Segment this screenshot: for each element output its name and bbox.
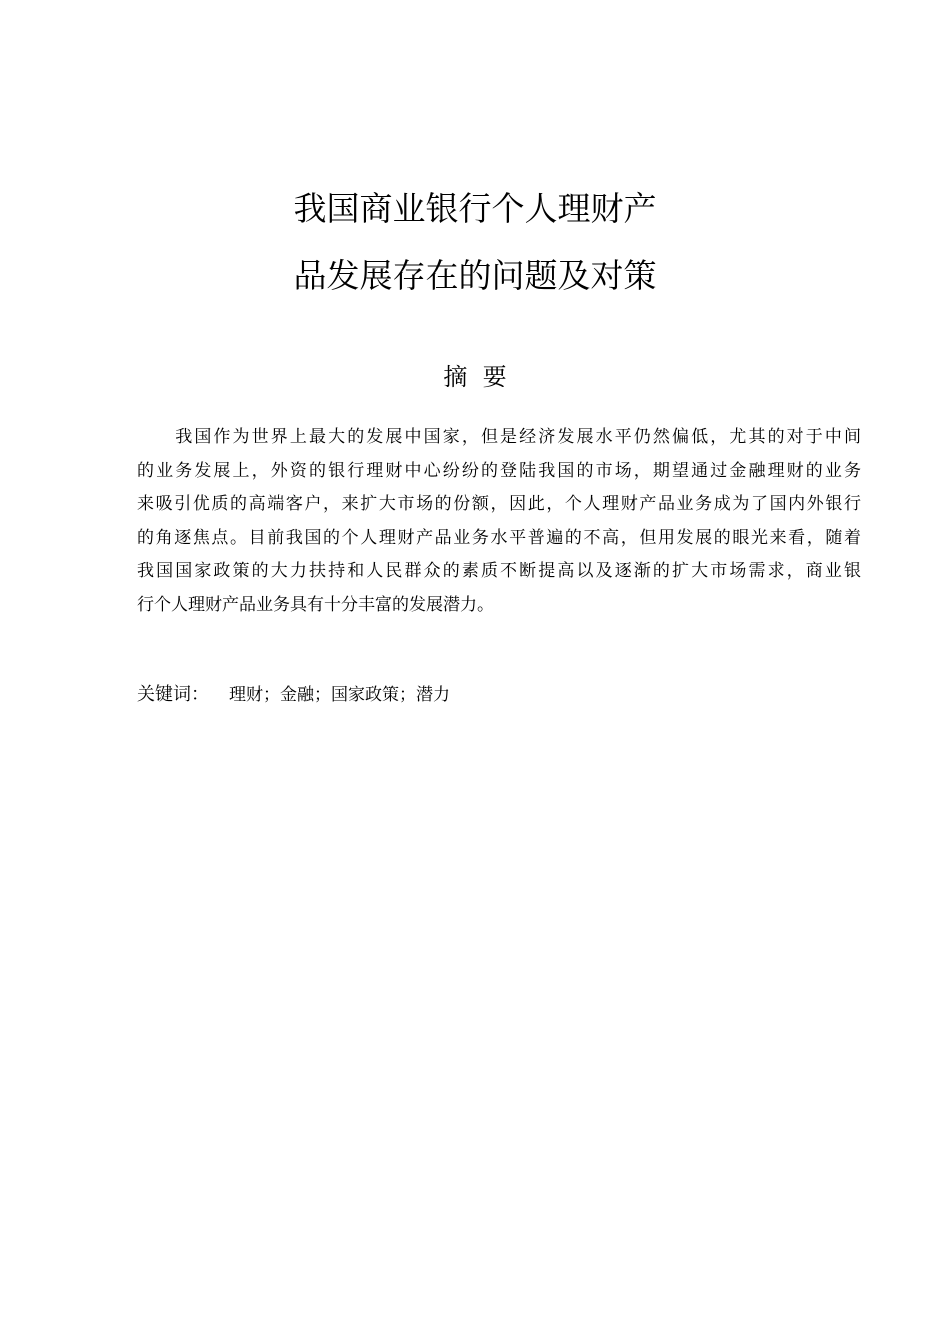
keywords-values: 理财；金融；国家政策；潜力	[229, 685, 450, 705]
keywords	[137, 680, 861, 711]
abstract-line: 行个人理财产品业务具有十分丰富的发展潜力。	[137, 594, 494, 615]
document-title-line-1: 我国商业银行个人理财产	[293, 189, 657, 228]
abstract-heading: 摘 要	[443, 363, 507, 391]
abstract-line: 来吸引优质的高端客户，来扩大市场的份额，因此，个人理财产品业务成为了国内外银行	[137, 494, 861, 515]
abstract-line: 的业务发展上，外资的银行理财中心纷纷的登陆我国的市场，期望通过金融理财的业务	[137, 460, 861, 481]
document-title-line-2: 品发展存在的问题及对策	[293, 256, 657, 295]
abstract-line: 我国作为世界上最大的发展中国家，但是经济发展水平仍然偏低，尤其的对于中间	[137, 427, 861, 447]
abstract-body	[137, 421, 861, 623]
abstract-line: 我国国家政策的大力扶持和人民群众的素质不断提高以及逐渐的扩大市场需求，商业银	[137, 561, 861, 582]
abstract-line: 的角逐焦点。目前我国的个人理财产品业务水平普遍的不高，但用发展的眼光来看，随着	[137, 527, 861, 548]
keywords-label: 关键词：	[137, 684, 209, 705]
